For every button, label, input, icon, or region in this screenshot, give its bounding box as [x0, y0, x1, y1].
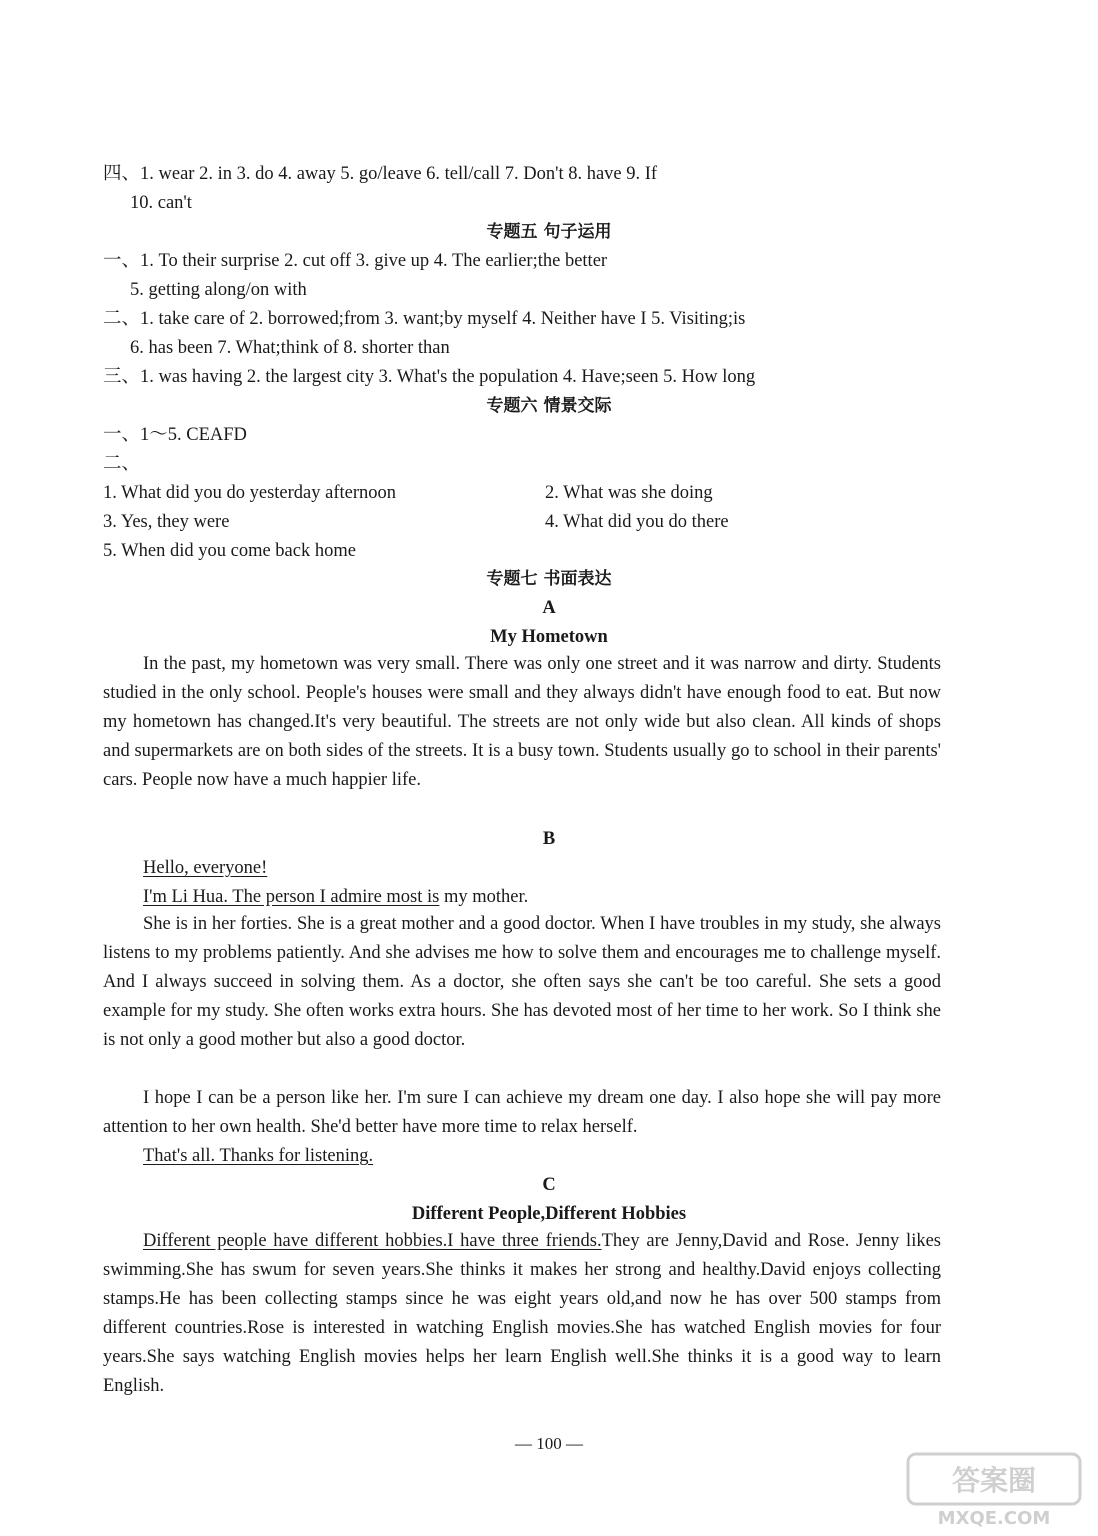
essay-a-title: My Hometown [490, 627, 608, 647]
topic6-p2: 二、 [103, 454, 141, 474]
topic5-p2-line1: 二、1. take care of 2. borrowed;from 3. want;by myself 4. Neither have I 5. Visiting;is [103, 309, 746, 329]
topic5-p2-line2: 6. has been 7. What;think of 8. shorter than [130, 338, 450, 358]
topic5-p3-line1: 三、1. was having 2. the largest city 3. What's the population 4. Have;seen 5. How long [103, 367, 756, 387]
page-number: — 100 — [515, 1434, 583, 1453]
essay-c-label: C [542, 1175, 556, 1195]
essay-b-intro [143, 885, 528, 909]
essay-c-title: Different People,Different Hobbies [411, 1204, 687, 1224]
essay-b-intro-underlined: I'm Li Hua. The person I admire most is [143, 887, 440, 907]
topic6-p1: 一、1～5. CEAFD [103, 425, 247, 445]
essay-c-body [103, 1227, 941, 1401]
essay-b-paragraph-2 [103, 1084, 941, 1142]
essay-b-p1-text: She is in her forties. She is a great mother and a good doctor. When I have troubles in my study, she always listens to my problems patiently. And she advises me how to solve them and encourages me to challenge myself. And I always succeed in solving them. As a doctor, she often says she can't be too careful. She sets a good example for my study. She often works extra hours. She has devoted most of her time to her work. So I think she is not only a good mother but also a good doctor. [103, 914, 941, 1050]
watermark-logo [904, 1450, 1084, 1530]
topic6-item-5: 5. When did you come back home [103, 541, 356, 561]
essay-a-text: In the past, my hometown was very small. There was only one street and it was narrow and dirty. Students studied in the only school. People's houses were small and they always didn't have enough food to eat. But now my hometown has changed.It's very beautiful. The streets are not only wide but also clean. All kinds of shops and supermarkets are on both sides of the streets. It is a busy town. Students usually go to school in their parents' cars. People now have a much happier life. [103, 654, 941, 790]
essay-c-rest: They are Jenny,David and Rose. Jenny likes swimming.She has swum for seven years.She thinks it makes her strong and healthy.David enjoys collecting stamps.He has been collecting stamps since he was eight years old,and now he has over 500 stamps from different countries.Rose is interested in watching English movies.She has watched English movies for four years.She says watching English movies helps her learn English well.She thinks it is a good way to learn English. [103, 1231, 942, 1396]
topic6-item-4: 4. What did you do there [545, 512, 729, 532]
essay-b-greeting [143, 856, 267, 880]
essay-b-label: B [542, 829, 556, 849]
topic5-p1-line1: 一、1. To their surprise 2. cut off 3. give up 4. The earlier;the better [103, 251, 608, 271]
essay-b-intro-rest: my mother. [439, 887, 529, 907]
topic6-item-2: 2. What was she doing [545, 483, 713, 503]
topic6-item-1: 1. What did you do yesterday afternoon [103, 483, 397, 503]
essay-b-closing-text: That's all. Thanks for listening. [143, 1146, 374, 1166]
sec4-line2: 10. can't [130, 193, 192, 213]
sec4-line1: 四、1. wear 2. in 3. do 4. away 5. go/leave 6. tell/call 7. Don't 8. have 9. If [103, 164, 658, 184]
watermark-brand: 答案圈 [951, 1464, 1037, 1497]
essay-b-greeting-text: Hello, everyone! [143, 858, 268, 878]
essay-b-closing [143, 1144, 373, 1168]
topic5-title: 专题五 句子运用 [486, 222, 612, 242]
topic5-p1-line2: 5. getting along/on with [130, 280, 307, 300]
essay-b-p2-text: I hope I can be a person like her. I'm sure I can achieve my dream one day. I also hope she will pay more attention to her own health. She'd better have more time to relax herself. [103, 1088, 941, 1137]
essay-a-body [103, 650, 941, 795]
essay-b-paragraph-1 [103, 910, 941, 1055]
topic7-title: 专题七 书面表达 [486, 569, 612, 589]
essay-a-label: A [542, 598, 556, 618]
watermark-site: MXQE.COM [937, 1508, 1051, 1529]
topic6-item-3: 3. Yes, they were [103, 512, 230, 532]
topic6-title: 专题六 情景交际 [486, 396, 612, 416]
essay-c-underlined: Different people have different hobbies.I have three friends. [143, 1231, 602, 1251]
